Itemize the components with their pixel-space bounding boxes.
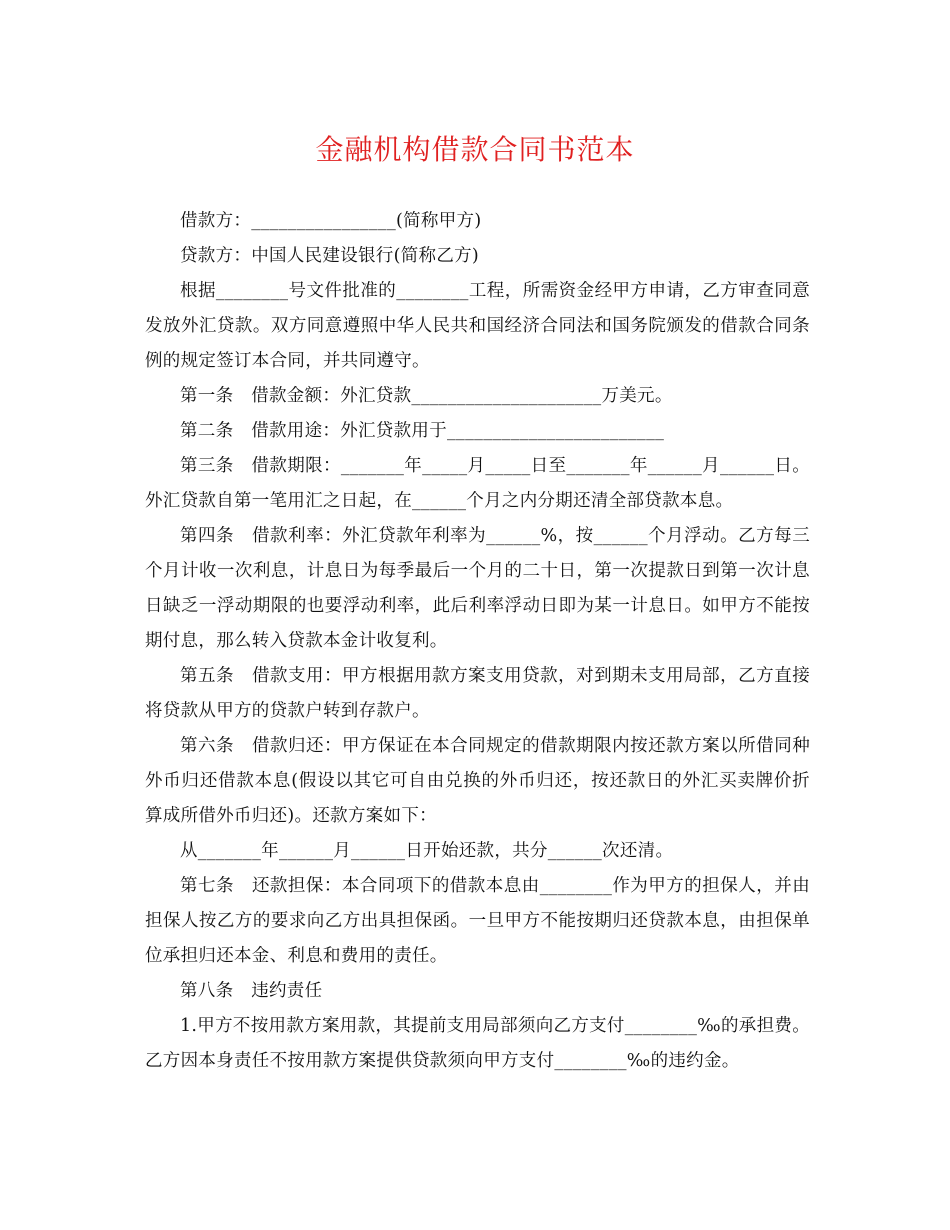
article-8-clause-1: 1.甲方不按用款方案用款，其提前支用局部须向乙方支付________‰的承担费。乙方因本身责任不按用款方案提供贷款须向甲方支付________‰的违约金。 [145,1016,810,1071]
repayment-schedule-line: 从_______年______月______日开始还款，共分______次还清。 [180,841,674,861]
article-5-disbursement: 第五条 借款支用：甲方根据用款方案支用贷款，对到期未支用局部，乙方直接将贷款从甲方的贷款户转到存款户。 [145,666,810,721]
preamble-paragraph: 根据________号文件批准的________工程，所需资金经甲方申请，乙方审查同意发放外汇贷款。双方同意遵照中华人民共和国经济合同法和国务院颁发的借款合同条例的规定签订本合同，并共同遵守。 [145,281,810,371]
lender-line: 贷款方：中国人民建设银行(简称乙方) [180,246,480,266]
document-body [145,204,810,1079]
article-7-guarantee: 第七条 还款担保：本合同项下的借款本息由________作为甲方的担保人，并由担保人按乙方的要求向乙方出具担保函。一旦甲方不能按期归还贷款本息，由担保单位承担归还本金、利息和费用的责任。 [145,876,810,966]
borrower-line: 借款方：________________(简称甲方) [180,211,482,231]
article-2-purpose: 第二条 借款用途：外汇贷款用于________________________ [180,421,665,441]
article-8-heading: 第八条 违约责任 [180,981,323,1001]
article-6-repayment: 第六条 借款归还：甲方保证在本合同规定的借款期限内按还款方案以所借同种外币归还借款本息(假设以其它可自由兑换的外币归还，按还款日的外汇买卖牌价折算成所借外币归还)。还款方案如下： [145,736,810,826]
article-3-term: 第三条 借款期限：_______年_____月_____日至_______年______月______日。外汇贷款自第一笔用汇之日起，在______个月之内分期还清全部贷款本息。 [145,456,810,511]
article-1-amount: 第一条 借款金额：外汇贷款_____________________万美元。 [180,386,673,406]
article-4-interest: 第四条 借款利率：外汇贷款年利率为______%，按______个月浮动。乙方每三个月计收一次利息，计息日为每季最后一个月的二十日，第一次提款日到第一次计息日缺乏一浮动期限的也要浮动利率，此后利率浮动日即为某一计息日。如甲方不能按期付息，那么转入贷款本金计收复利。 [145,526,810,651]
document-title: 金融机构借款合同书范本 [315,133,635,166]
